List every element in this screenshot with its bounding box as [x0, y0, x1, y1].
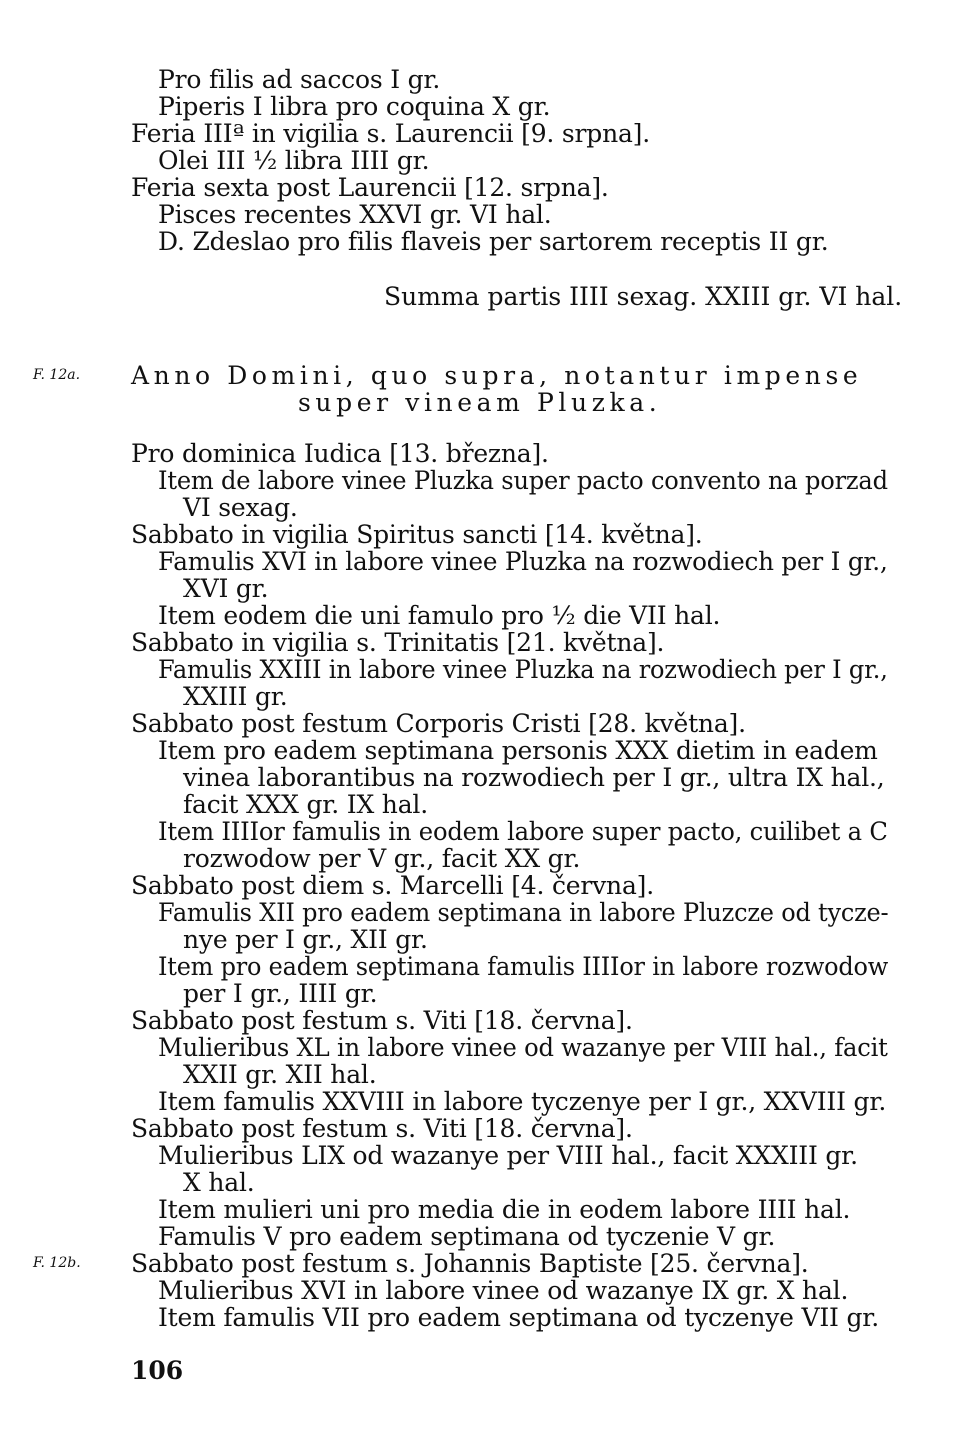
text-line: XVI gr.: [183, 574, 269, 603]
section-heading-cont: super vineam Pluzka.: [298, 388, 662, 417]
text-line: XXII gr. XII hal.: [183, 1060, 377, 1089]
text-line: Famulis V pro eadem septimana od tyczenie V gr.: [158, 1222, 776, 1251]
text-line: facit XXX gr. IX hal.: [183, 790, 428, 819]
text-line: Item famulis VII pro eadem septimana od tyczenye VII gr.: [158, 1303, 880, 1332]
text-line: X hal.: [183, 1168, 255, 1197]
text-line: Feria IIIª in vigilia s. Laurencii [9. srpna].: [131, 119, 650, 148]
text-line: Item mulieri uni pro media die in eodem labore IIII hal.: [158, 1195, 851, 1224]
text-line: Item pro eadem septimana famulis IIIIor in labore rozwodow: [158, 952, 889, 981]
text-line: Item famulis XXVIII in labore tyczenye per I gr., XXVIII gr.: [158, 1087, 887, 1116]
section-heading: Anno Domini, quo supra, notantur impense: [131, 361, 863, 390]
text-line: Mulieribus LIX od wazanye per VIII hal., facit XXXIII gr.: [158, 1141, 858, 1170]
text-line: Item eodem die uni famulo pro ½ die VII hal.: [158, 601, 721, 630]
text-line: Item pro eadem septimana personis XXX dietim in eadem: [158, 736, 878, 765]
text-line: Famulis XVI in labore vinee Pluzka na rozwodiech per I gr.,: [158, 547, 888, 576]
text-line: Sabbato post festum Corporis Cristi [28. května].: [131, 709, 746, 738]
text-line: Pro dominica Iudica [13. března].: [131, 439, 549, 468]
text-line: Feria sexta post Laurencii [12. srpna].: [131, 173, 609, 202]
text-line: Piperis I libra pro coquina X gr.: [158, 92, 551, 121]
text-line: Sabbato post festum s. Viti [18. června].: [131, 1114, 633, 1143]
text-line: Famulis XII pro eadem septimana in labore Pluzcze od tycze-: [158, 898, 889, 927]
text-line: rozwodow per V gr., facit XX gr.: [183, 844, 581, 873]
summary-line: Summa partis IIII sexag. XXIII gr. VI hal.: [384, 282, 903, 311]
text-line: vinea laborantibus na rozwodiech per I gr., ultra IX hal.,: [183, 763, 885, 792]
text-line: Mulieribus XVI in labore vinee od wazanye IX gr. X hal.: [158, 1276, 849, 1305]
folio-marker: F. 12a.: [33, 367, 81, 383]
text-line: Sabbato post diem s. Marcelli [4. června].: [131, 871, 654, 900]
folio-marker-b: F. 12b.: [33, 1255, 81, 1271]
text-line: Sabbato in vigilia Spiritus sancti [14. května].: [131, 520, 703, 549]
text-line: Sabbato post festum s. Johannis Baptiste [25. června].: [131, 1249, 809, 1278]
text-line: nye per I gr., XII gr.: [183, 925, 428, 954]
text-line: Famulis XXIII in labore vinee Pluzka na rozwodiech per I gr.,: [158, 655, 888, 684]
text-line: Sabbato post festum s. Viti [18. června].: [131, 1006, 633, 1035]
text-line: Olei III ½ libra IIII gr.: [158, 146, 430, 175]
text-line: Item de labore vinee Pluzka super pacto convento na porzad: [158, 466, 888, 495]
text-line: VI sexag.: [183, 493, 298, 522]
text-line: Mulieribus XL in labore vinee od wazanye per VIII hal., facit: [158, 1033, 888, 1062]
text-line: XXIII gr.: [183, 682, 288, 711]
text-line: per I gr., IIII gr.: [183, 979, 378, 1008]
text-line: Pro filis ad saccos I gr.: [158, 65, 441, 94]
text-line: D. Zdeslao pro filis flaveis per sartorem receptis II gr.: [158, 227, 829, 256]
page-number: 106: [131, 1356, 184, 1385]
text-line: Pisces recentes XXVI gr. VI hal.: [158, 200, 552, 229]
text-line: Item IIIIor famulis in eodem labore super pacto, cuilibet a C: [158, 817, 888, 846]
text-line: Sabbato in vigilia s. Trinitatis [21. května].: [131, 628, 665, 657]
